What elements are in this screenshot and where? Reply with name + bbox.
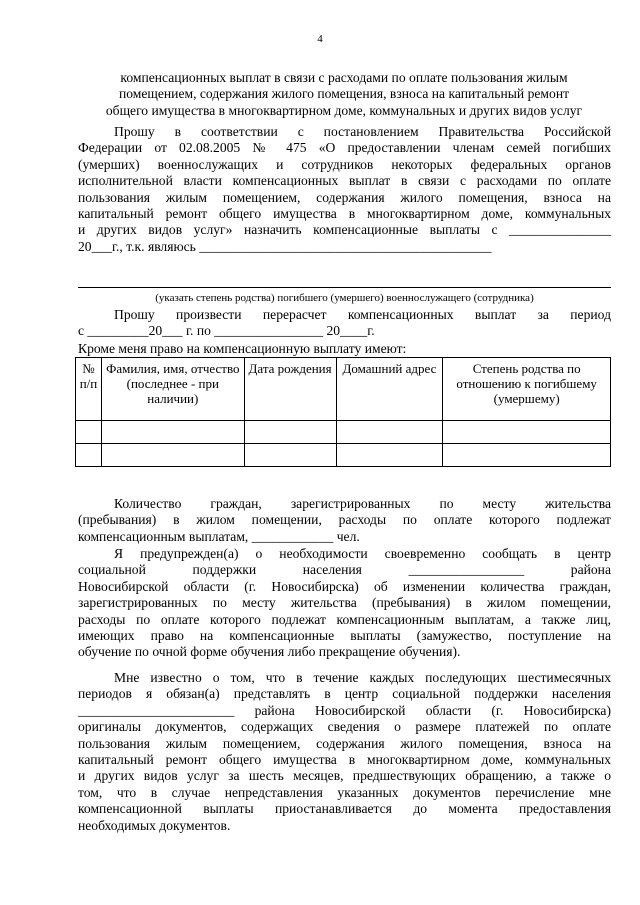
text-line: Прошу в соответствии с постановлением Правительства Российской <box>114 124 611 139</box>
text-line: Новосибирской области (г. Новосибирска) об изменении количества граждан, <box>78 578 611 594</box>
text-line: пользования жилым помещением, содержания жилого помещения, взноса на <box>78 189 611 205</box>
form-title <box>78 70 610 119</box>
table-cell[interactable] <box>336 444 443 467</box>
beneficiaries-table <box>75 357 611 467</box>
table-row <box>76 421 611 444</box>
text-line: исполнительной власти компенсационных выплат в связи с расходами по оплате <box>78 173 611 189</box>
table-row <box>76 444 611 467</box>
table-intro: Кроме меня право на компенсационную выплату имеют: <box>78 341 407 356</box>
text-line: и других видов услуг» назначить компенсационные выплаты с _______________ <box>78 222 611 238</box>
table-cell[interactable] <box>76 444 102 467</box>
text-line: Прошу произвести перерасчет компенсационных выплат за период <box>114 307 611 322</box>
text-line: капитальный ремонт общего имущества в многоквартирном доме, коммунальных <box>78 206 611 222</box>
text-line: оригиналы документов, содержащих сведения о размере платежей по оплате <box>78 719 611 735</box>
resident-count-paragraph <box>78 496 611 545</box>
text-line: периодов я обязан(а) представлять в центр социальной поддержки населения <box>78 686 611 702</box>
text-line: необходимых документов. <box>78 817 231 833</box>
request-paragraph <box>78 124 611 255</box>
relationship-caption: (указать степень родства) погибшего (умершего) военнослужащего (сотрудника) <box>155 292 534 304</box>
col-birth-date: Дата рождения <box>244 358 336 421</box>
table-cell[interactable] <box>76 421 102 444</box>
table-cell[interactable] <box>244 444 336 467</box>
text-line: _______________________ района Новосибирской области (г. Новосибирска) <box>78 702 611 718</box>
text-line: капитальный ремонт общего имущества в многоквартирном доме, коммунальных <box>78 752 611 768</box>
col-number: № п/п <box>76 358 102 421</box>
table-cell[interactable] <box>101 444 244 467</box>
notice-paragraph <box>78 670 611 834</box>
text-line: расходы по оплате которого подлежат компенсационным выплатам, а также лиц, <box>78 611 611 627</box>
title-line: помещением, содержания жилого помещения, взноса на капитальный ремонт <box>118 86 570 102</box>
title-line: компенсационных выплат в связи с расходами по оплате пользования жилым <box>120 70 568 85</box>
text-line: обучение по очной форме обучения либо прекращение обучения). <box>78 644 461 660</box>
text-line: компенсационной выплаты приостанавливается до момента предоставления <box>78 801 611 817</box>
text-line: с _________20___ г. по ________________ 20____г. <box>78 323 375 339</box>
text-line: Мне известно о том, что в течение каждых последующих шестимесячных <box>114 670 611 685</box>
col-full-name: Фамилия, имя, отчество (последнее - при наличии) <box>101 358 244 421</box>
text-line: пользования жилым помещением, содержания жилого помещения, взноса на <box>78 735 611 751</box>
table-cell[interactable] <box>244 421 336 444</box>
text-line: Количество граждан, зарегистрированных по месту жительства <box>114 496 611 511</box>
warning-paragraph <box>78 546 611 661</box>
text-line: Федерации от 02.08.2005 № 475 «О предоставлении членам семей погибших <box>78 140 611 156</box>
page-number: 4 <box>317 33 323 45</box>
table-cell[interactable] <box>443 444 611 467</box>
text-line: (умерших) военнослужащих и сотрудников некоторых федеральных органов <box>78 156 611 172</box>
text-line: 20___г., т.к. являюсь ___________________________________________ <box>78 238 492 254</box>
table-cell[interactable] <box>336 421 443 444</box>
text-line: компенсационным выплатам, ____________ чел. <box>78 528 360 544</box>
text-line: том, что в случае непредставления указанных документов перечисление мне <box>78 784 611 800</box>
text-line: зарегистрированных по месту жительства (пребывания) в жилом помещении, <box>78 595 611 611</box>
text-line: имеющих право на компенсационные выплаты (замужество, поступление на <box>78 628 611 644</box>
text-line: Я предупрежден(а) о необходимости своевременно сообщать в центр <box>114 546 611 561</box>
col-relationship: Степень родства по отношению к погибшему (умершему) <box>443 358 611 421</box>
text-line: (пребывания) в жилом помещении, расходы по оплате которого подлежат <box>78 512 611 528</box>
text-line: социальной поддержки населения _________________ района <box>78 562 611 578</box>
table-header-row <box>76 358 611 421</box>
relationship-blank-line <box>78 287 611 288</box>
text-line: и других видов услуг за шесть месяцев, предшествующих обращению, а также о <box>78 768 611 784</box>
col-home-address: Домашний адрес <box>336 358 443 421</box>
table-cell[interactable] <box>101 421 244 444</box>
recalculation-paragraph <box>78 307 611 340</box>
table-cell[interactable] <box>443 421 611 444</box>
title-line: общего имущества в многоквартирном доме, коммунальных и других видов услуг <box>105 102 583 118</box>
